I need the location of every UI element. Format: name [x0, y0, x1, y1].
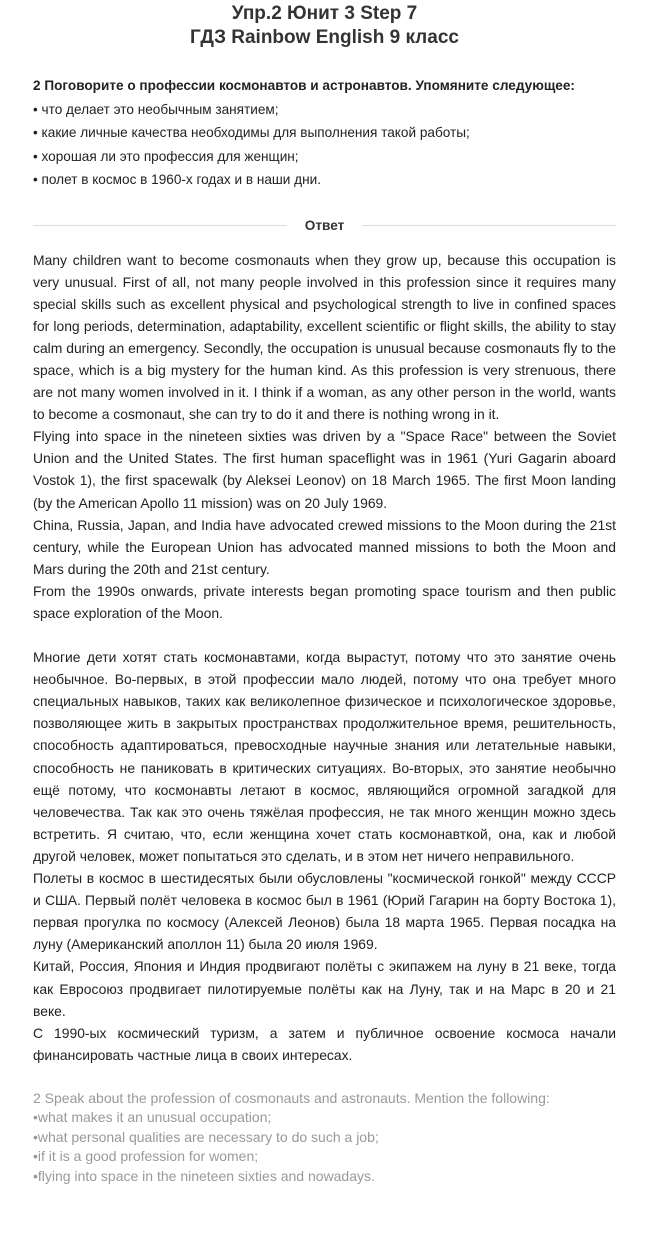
answer-paragraph: Flying into space in the nineteen sixties was driven by a "Space Race" between the Soviet Union and the United States. The first human spaceflight was in 1961 (Yuri Gagarin aboard Vostok 1), the first spacewalk (by Aleksei Leonov) on 18 March 1965. The first Moon landing (by the American Apollo 11 mission) was on 20 July 1969.	[33, 428, 616, 511]
task-english-item: •if it is a good profession for women;	[33, 1148, 259, 1165]
task-block	[33, 74, 616, 192]
answer-english	[33, 249, 616, 1066]
answer-paragraph: China, Russia, Japan, and India have advocated crewed missions to the Moon during the 21st century, while the European Union has advocated manned missions to both the Moon and Mars during the 20th and 21st century.	[33, 516, 616, 577]
task-item: • что делает это необычным занятием;	[33, 101, 279, 117]
task-english-heading: 2 Speak about the profession of cosmonauts and astronauts. Mention the following:	[33, 1089, 550, 1106]
task-item: • какие личные качества необходимы для выполнения такой работы;	[33, 125, 470, 140]
paragraph-gap	[33, 624, 616, 646]
task-english-item: •what makes it an unusual occupation;	[33, 1109, 272, 1126]
divider-line-right	[362, 225, 616, 226]
task-item: • полет в космос в 1960-х годах и в наши дни.	[33, 172, 321, 187]
task-item: • хорошая ли это профессия для женщин;	[33, 148, 299, 164]
page-title	[33, 0, 616, 50]
title-line-1: Упр.2 Юнит 3 Step 7	[231, 3, 418, 24]
answer-paragraph-ru: Китай, Россия, Япония и Индия продвигают полёты с экипажем на луну в 21 веке, тогда как Евросоюз продвигает пилотируемые полёты как на Луну, так и на Марс в 20 и 21 веке.	[33, 958, 616, 1019]
answer-paragraph-ru: Многие дети хотят стать космонавтами, когда вырастут, потому что это занятие очень необычное. Во-первых, в этой профессии мало людей, потому что она требует много специальных навыков, таких как великолепное физическое и психологическое здоровье, позволяющее жить в закрытых пространствах продолжительное время, решительность, способность адаптироваться, превосходные научные знания или летательные навыки, способность не паниковать в критических ситуациях. Во-вторых, это занятие необычно ещё потому, что космонавты летают в космос, являющийся огромной загадкой для человечества. Так как это очень тяжёлая профессия, не так много женщин можно здесь встретить. Я считаю, что, если женщина хочет стать космонавткой, она, как и любой другой человек, может попытаться это сделать, и в этом нет ничего неправильного.	[33, 649, 616, 864]
title-line-2: ГДЗ Rainbow English 9 класс	[190, 27, 459, 48]
task-heading: 2 Поговорите о профессии космонавтов и астронавтов. Упомяните следующее:	[33, 78, 575, 93]
answer-paragraph: Many children want to become cosmonauts when they grow up, because this occupation is very unusual. First of all, not many people involved in this profession since it requires many special skills such as excellent physical and psychological strength to live in confined spaces for long periods, determination, adaptability, excellent scientific or flight skills, the ability to stay calm during an emergency. Secondly, the occupation is unusual because cosmonauts fly to the space, which is a big mystery for the human kind. As this profession is very strenuous, there are not many women involved in it. I think if a woman, as any other person in the world, wants to become a cosmonaut, she can try to do it and there is nothing wrong in it.	[33, 251, 616, 423]
task-english-item: •flying into space in the nineteen sixties and nowadays.	[33, 1167, 375, 1184]
task-english	[33, 1089, 616, 1187]
divider-line-left	[33, 225, 287, 226]
answer-paragraph-ru: Полеты в космос в шестидесятых были обусловлены "космической гонкой" между СССР и США. Первый полёт человека в космос был в 1961 (Юрий Гагарин на борту Востока 1), первая прогулка по космосу (Алексей Леонов) была 18 марта 1965. Первая посадка на луну (Американский аполлон 11) была 20 июля 1969.	[33, 870, 616, 953]
task-english-item: •what personal qualities are necessary to do such a job;	[33, 1128, 379, 1145]
answer-paragraph: From the 1990s onwards, private interests began promoting space tourism and then public space exploration of the Moon.	[33, 582, 616, 621]
answer-label: Ответ	[304, 218, 345, 233]
answer-paragraph-ru: С 1990-ых космический туризм, а затем и публичное освоение космоса начали финансировать частные лица в своих интересах.	[33, 1024, 616, 1063]
answer-divider	[33, 216, 616, 236]
